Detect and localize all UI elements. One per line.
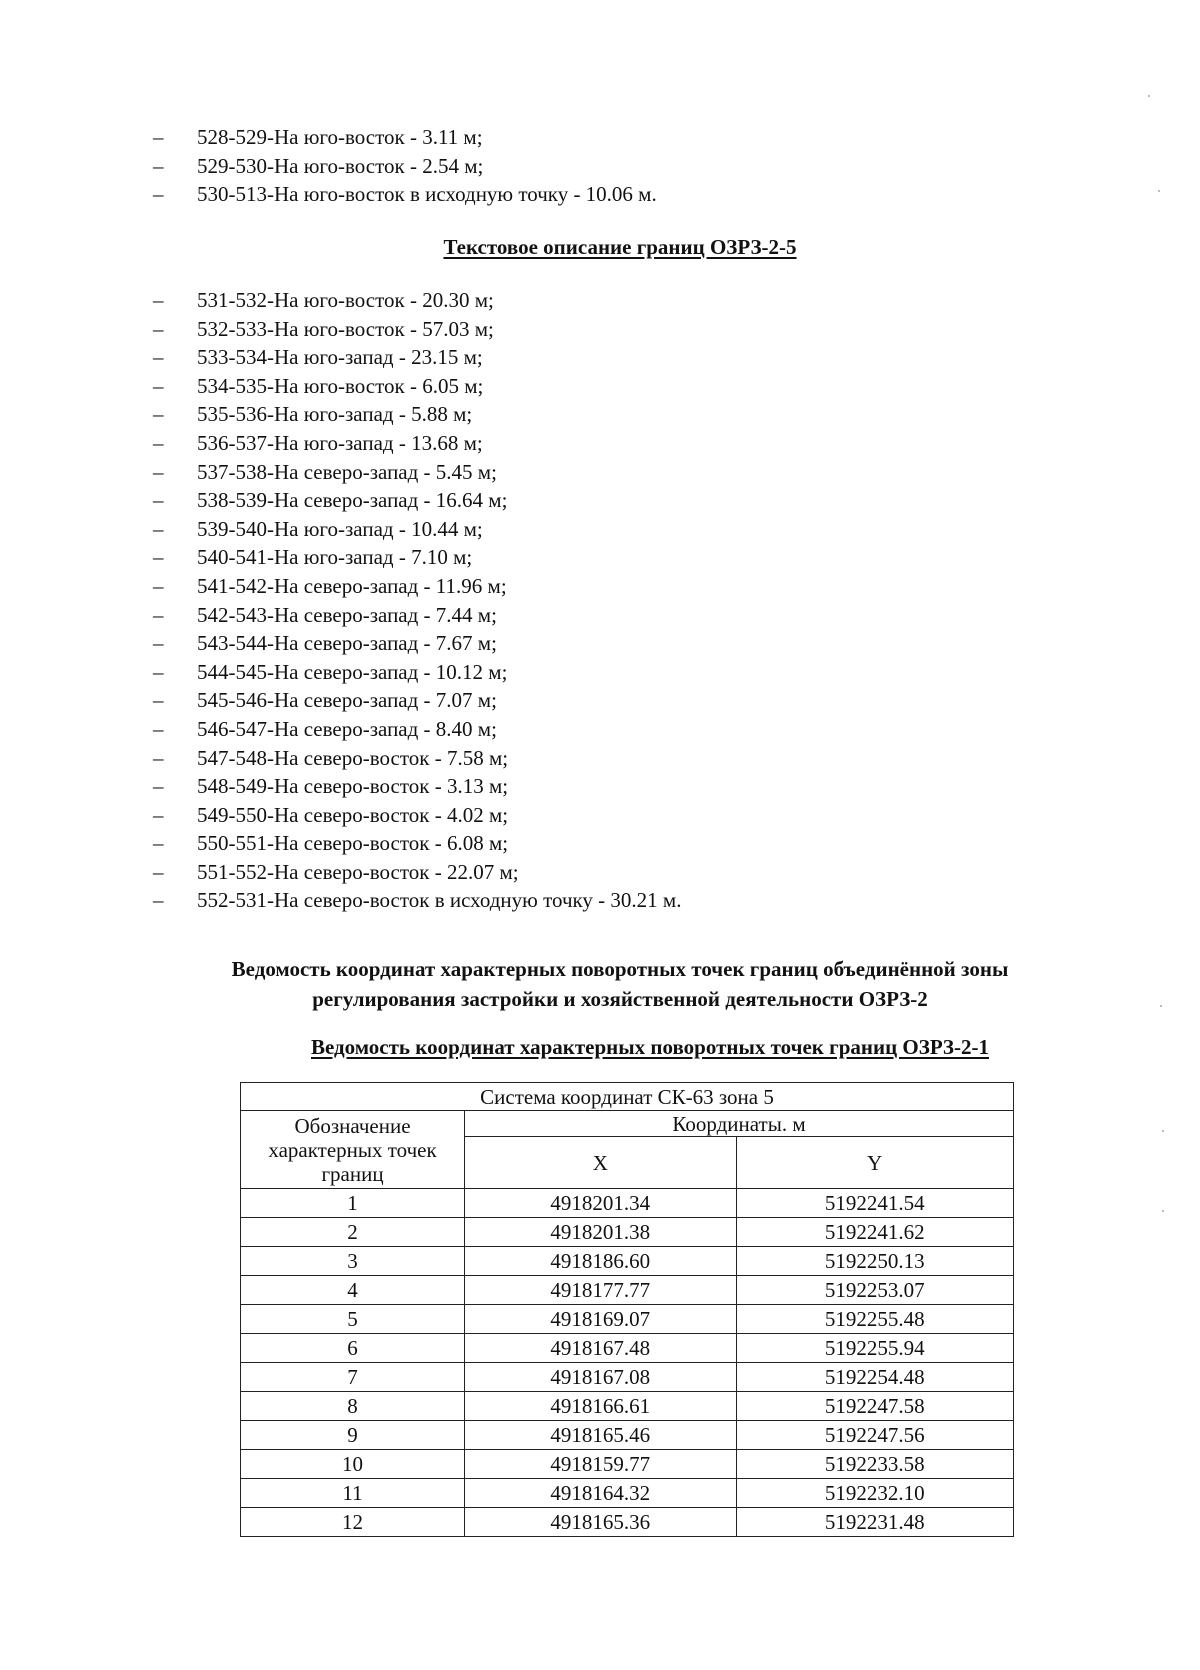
point-number-cell: 7 — [241, 1363, 465, 1392]
bullet-dash: – — [153, 602, 164, 627]
bullet-dash: – — [153, 430, 164, 455]
x-coordinate-cell: 4918159.77 — [465, 1450, 736, 1479]
table-row — [241, 1479, 1014, 1508]
coordinate-system-cell: Система координат СК-63 зона 5 — [241, 1083, 1014, 1111]
y-header: Y — [736, 1137, 1013, 1189]
x-coordinate-cell: 4918165.46 — [465, 1421, 736, 1450]
coordinates-table — [240, 1082, 1014, 1537]
list-item-text: 542-543-На северо-запад - 7.44 м; — [197, 602, 497, 627]
table-row — [241, 1334, 1014, 1363]
list-item-text: 541-542-На северо-запад - 11.96 м; — [197, 573, 507, 598]
list-item-text: 549-550-На северо-восток - 4.02 м; — [197, 802, 509, 827]
point-number-cell: 10 — [241, 1450, 465, 1479]
table-row — [241, 1508, 1014, 1537]
x-coordinate-cell: 4918201.34 — [465, 1189, 736, 1218]
y-coordinate-cell: 5192241.62 — [736, 1218, 1013, 1247]
list-item-text: 550-551-На северо-восток - 6.08 м; — [197, 831, 509, 856]
x-coordinate-cell: 4918164.32 — [465, 1479, 736, 1508]
point-number-cell: 1 — [241, 1189, 465, 1218]
scan-speck — [1162, 1210, 1164, 1212]
x-coordinate-cell: 4918165.36 — [465, 1508, 736, 1537]
list-item-text: 536-537-На юго-запад - 13.68 м; — [197, 430, 483, 455]
list-item-text: 535-536-На юго-запад - 5.88 м; — [197, 402, 473, 427]
y-coordinate-cell: 5192255.48 — [736, 1305, 1013, 1334]
list-item-text: 538-539-На северо-запад - 16.64 м; — [197, 488, 508, 513]
bullet-dash: – — [153, 288, 164, 312]
bullet-dash: – — [153, 688, 164, 713]
main-heading-line1: Ведомость координат характерных поворотных точек границ объединённой зоны — [231, 957, 1009, 981]
bullet-dash: – — [153, 659, 164, 684]
list-item-text: 534-535-На юго-восток - 6.05 м; — [197, 373, 484, 398]
section-title-ozrz-2-5: Текстовое описание границ ОЗРЗ-2-5 — [443, 235, 797, 259]
table-row — [241, 1421, 1014, 1450]
y-coordinate-cell: 5192231.48 — [736, 1508, 1013, 1537]
x-coordinate-cell: 4918167.08 — [465, 1363, 736, 1392]
point-number-cell: 11 — [241, 1479, 465, 1508]
y-coordinate-cell: 5192247.56 — [736, 1421, 1013, 1450]
coordinates-header: Координаты. м — [465, 1111, 1014, 1137]
y-coordinate-cell: 5192253.07 — [736, 1276, 1013, 1305]
list-item-text: 546-547-На северо-запад - 8.40 м; — [197, 716, 497, 741]
table-row — [241, 1247, 1014, 1276]
list-item-text: 544-545-На северо-запад - 10.12 м; — [197, 659, 508, 684]
x-coordinate-cell: 4918186.60 — [465, 1247, 736, 1276]
y-coordinate-cell: 5192241.54 — [736, 1189, 1013, 1218]
table-header-row — [241, 1083, 1014, 1111]
list-item-text: 548-549-На северо-восток - 3.13 м; — [197, 774, 509, 799]
list-item-text: 533-534-На юго-запад - 23.15 м; — [197, 345, 483, 370]
scan-speck — [1160, 1005, 1162, 1007]
list-item-text: 547-548-На северо-восток - 7.58 м; — [197, 745, 509, 770]
list-item-text: 529-530-На юго-восток - 2.54 м; — [197, 153, 484, 178]
bullet-dash: – — [153, 859, 164, 884]
bullet-dash: – — [153, 316, 164, 341]
bullet-dash: – — [153, 716, 164, 741]
y-coordinate-cell: 5192247.58 — [736, 1392, 1013, 1421]
list-item-text: 543-544-На северо-запад - 7.67 м; — [197, 631, 497, 656]
scan-speck — [1162, 1130, 1164, 1132]
table-row — [241, 1189, 1014, 1218]
list-item-text: 537-538-На северо-запад - 5.45 м; — [197, 459, 497, 484]
scan-speck — [1148, 95, 1150, 97]
list-item-text: 532-533-На юго-восток - 57.03 м; — [197, 316, 494, 341]
bullet-dash: – — [153, 373, 164, 398]
bullet-dash: – — [153, 459, 164, 484]
bullet-dash: – — [153, 888, 164, 913]
bullet-dash: – — [153, 745, 164, 770]
main-heading-line2: регулирования застройки и хозяйственной деятельности ОЗРЗ-2 — [312, 987, 928, 1011]
x-coordinate-cell: 4918167.48 — [465, 1334, 736, 1363]
point-number-cell: 4 — [241, 1276, 465, 1305]
point-number-cell: 9 — [241, 1421, 465, 1450]
x-coordinate-cell: 4918169.07 — [465, 1305, 736, 1334]
bullet-dash: – — [153, 573, 164, 598]
list-item-text: 540-541-На юго-запад - 7.10 м; — [197, 545, 473, 570]
bullet-dash: – — [153, 488, 164, 513]
table-row — [241, 1305, 1014, 1334]
point-number-cell: 3 — [241, 1247, 465, 1276]
y-coordinate-cell: 5192232.10 — [736, 1479, 1013, 1508]
list-item-text: 530-513-На юго-восток в исходную точку - 10.06 м. — [197, 182, 657, 207]
list-item-text: 539-540-На юго-запад - 10.44 м; — [197, 516, 483, 541]
bullet-dash: – — [153, 516, 164, 541]
bullet-dash: – — [153, 774, 164, 799]
table-row — [241, 1276, 1014, 1305]
table-row — [241, 1218, 1014, 1247]
y-coordinate-cell: 5192255.94 — [736, 1334, 1013, 1363]
y-coordinate-cell: 5192250.13 — [736, 1247, 1013, 1276]
bullet-dash: – — [153, 125, 164, 149]
bullet-dash: – — [153, 802, 164, 827]
point-number-cell: 2 — [241, 1218, 465, 1247]
bullet-dash: – — [153, 545, 164, 570]
point-number-cell: 6 — [241, 1334, 465, 1363]
list-item-text: 528-529-На юго-восток - 3.11 м; — [197, 125, 483, 149]
point-designation-header: Обозначение характерных точек границ — [241, 1111, 465, 1189]
point-number-cell: 8 — [241, 1392, 465, 1421]
x-coordinate-cell: 4918201.38 — [465, 1218, 736, 1247]
bullet-dash: – — [153, 402, 164, 427]
scan-speck — [1158, 190, 1160, 192]
section-title-ozrz-2-1: Ведомость координат характерных поворотных точек границ ОЗРЗ-2-1 — [310, 1035, 989, 1059]
table-row — [241, 1363, 1014, 1392]
point-number-cell: 12 — [241, 1508, 465, 1537]
list-item-text: 531-532-На юго-восток - 20.30 м; — [197, 288, 494, 312]
bullet-dash: – — [153, 345, 164, 370]
list-item-text: 552-531-На северо-восток в исходную точку - 30.21 м. — [197, 888, 682, 913]
bullet-dash: – — [153, 182, 164, 207]
point-number-cell: 5 — [241, 1305, 465, 1334]
table-header-row — [241, 1111, 1014, 1137]
bullet-dash: – — [153, 153, 164, 178]
y-coordinate-cell: 5192254.48 — [736, 1363, 1013, 1392]
x-coordinate-cell: 4918166.61 — [465, 1392, 736, 1421]
list-item-text: 551-552-На северо-восток - 22.07 м; — [197, 859, 519, 884]
y-coordinate-cell: 5192233.58 — [736, 1450, 1013, 1479]
x-coordinate-cell: 4918177.77 — [465, 1276, 736, 1305]
table-row — [241, 1450, 1014, 1479]
list-item-text: 545-546-На северо-запад - 7.07 м; — [197, 688, 497, 713]
table-row — [241, 1392, 1014, 1421]
x-header: X — [465, 1137, 736, 1189]
bullet-dash: – — [153, 631, 164, 656]
bullet-dash: – — [153, 831, 164, 856]
